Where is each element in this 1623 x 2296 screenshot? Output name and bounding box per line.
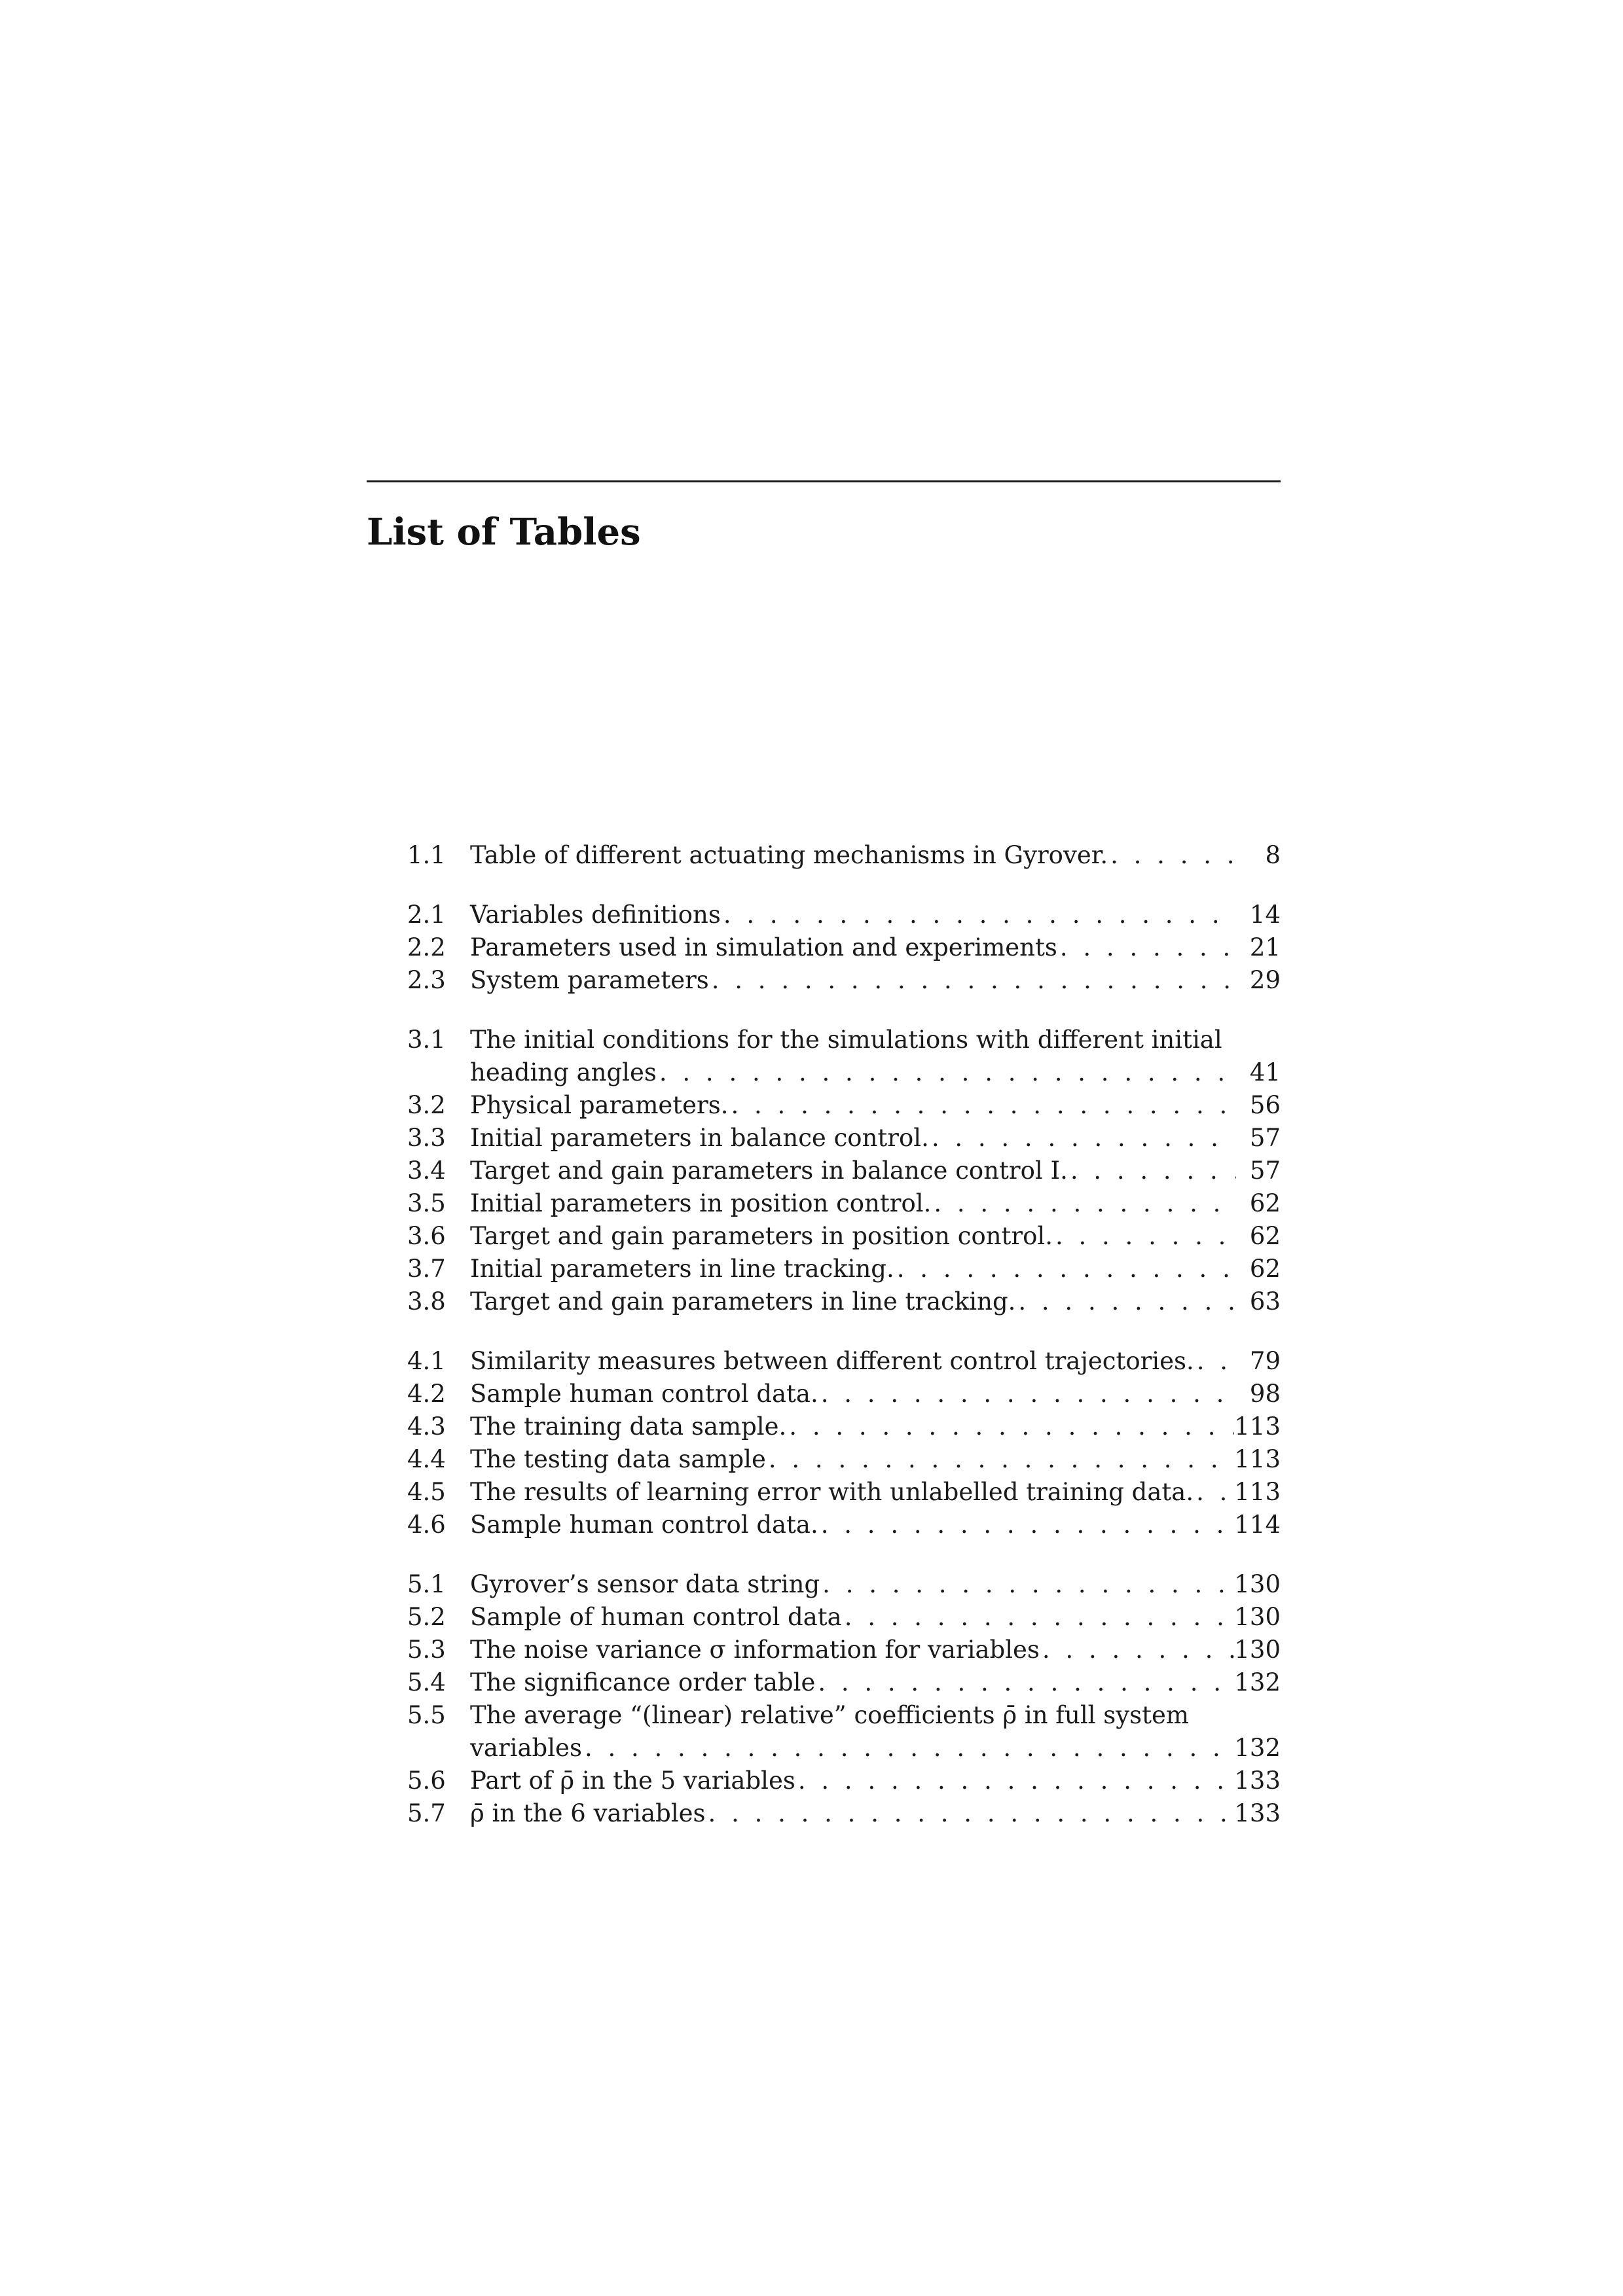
- toc-entry-page-number: 14: [1249, 901, 1281, 929]
- toc-entry-number: 2.2: [407, 933, 446, 961]
- toc-entry-title: Initial parameters in position control.: [470, 1189, 932, 1217]
- toc-entry-title: Initial parameters in line tracking.: [470, 1255, 894, 1283]
- toc-entry-page-number: 62: [1249, 1255, 1281, 1283]
- toc-entry-number: 3.2: [407, 1091, 446, 1119]
- toc-entry-title: The testing data sample: [470, 1445, 766, 1473]
- toc-entry-title-line: The average “(linear) relative” coefficients ρ̄ in full system: [470, 1701, 1189, 1729]
- toc-entry-last-line: [470, 899, 1281, 931]
- toc-entry-body: [470, 1220, 1281, 1253]
- toc-entry-last-line: [470, 1155, 1281, 1187]
- toc-entry-page-number: 113: [1234, 1478, 1281, 1506]
- toc-entry-title: heading angles: [470, 1058, 657, 1086]
- toc-entry-body: [470, 1155, 1281, 1187]
- toc-entry-last-line: [470, 1568, 1281, 1601]
- header-rule: [367, 480, 1281, 482]
- toc-entry[interactable]: [407, 1285, 1281, 1318]
- toc-entry-title: variables: [470, 1734, 582, 1762]
- toc-entry-title-line: The initial conditions for the simulations with different initial: [470, 1026, 1222, 1054]
- toc-entry-title: ρ̄ in the 6 variables: [470, 1799, 706, 1827]
- toc-entry-page-number: 114: [1234, 1511, 1281, 1539]
- toc-entry-number: 5.6: [407, 1767, 446, 1795]
- toc-entry-body: [470, 1410, 1281, 1443]
- toc-entry-title: Physical parameters.: [470, 1091, 729, 1119]
- toc-entry-last-line: [470, 1732, 1281, 1765]
- toc-entry[interactable]: [407, 1345, 1281, 1378]
- toc-entry-page-number: 56: [1249, 1091, 1281, 1119]
- toc-entry[interactable]: [407, 1253, 1281, 1285]
- toc-entry-body: [470, 1345, 1281, 1378]
- toc-group: [407, 1568, 1281, 1830]
- toc-entry-number: 2.3: [407, 966, 446, 994]
- toc-entry-title: Variables definitions: [470, 901, 721, 929]
- toc-entry-body: [470, 1378, 1281, 1410]
- toc-entry-title: Part of ρ̄ in the 5 variables: [470, 1767, 795, 1795]
- toc-entry-number: 3.8: [407, 1287, 446, 1316]
- dot-leader: [729, 1089, 1237, 1122]
- toc-entry[interactable]: [407, 1509, 1281, 1541]
- toc-entry-page-number: 130: [1234, 1603, 1281, 1631]
- toc-group: [407, 1345, 1281, 1541]
- toc-entry-last-line: [470, 1509, 1281, 1541]
- toc-entry-body: [470, 1601, 1281, 1634]
- toc-group: [407, 1024, 1281, 1318]
- toc-entry-last-line: [470, 1666, 1281, 1699]
- toc-entry-title: Table of different actuating mechanisms in Gyrover.: [470, 841, 1108, 869]
- toc-entry-page-number: 130: [1234, 1570, 1281, 1598]
- dot-leader: [721, 899, 1236, 931]
- toc-entry-number: 4.1: [407, 1347, 446, 1375]
- toc-entry-last-line: [470, 1345, 1281, 1378]
- toc-entry-title: Sample human control data.: [470, 1380, 818, 1408]
- toc-entry-number: 5.4: [407, 1668, 446, 1696]
- toc-entry-title: The noise variance σ information for variables: [470, 1636, 1040, 1664]
- toc-entry-number: 4.4: [407, 1445, 446, 1473]
- toc-entry-number: 3.4: [407, 1157, 446, 1185]
- toc-entry[interactable]: [407, 1220, 1281, 1253]
- dot-leader: [1194, 1345, 1236, 1378]
- dot-leader: [818, 1378, 1236, 1410]
- toc-entry-last-line: [470, 1765, 1281, 1797]
- toc-entry-title: Sample of human control data: [470, 1603, 842, 1631]
- toc-entry-page-number: 57: [1249, 1124, 1281, 1152]
- toc-entry-title: Target and gain parameters in position control.: [470, 1222, 1053, 1250]
- toc-entry-last-line: [470, 1056, 1281, 1089]
- toc-entry-body: [470, 1568, 1281, 1601]
- toc-entry-title: System parameters: [470, 966, 709, 994]
- toc-entry-body: [470, 1509, 1281, 1541]
- toc-entry-last-line: [470, 1410, 1281, 1443]
- toc-entry-number: 3.5: [407, 1189, 446, 1217]
- toc-entry[interactable]: [407, 1187, 1281, 1220]
- toc-entry-body: [470, 1253, 1281, 1285]
- dot-leader: [709, 964, 1236, 997]
- dot-leader: [1053, 1220, 1236, 1253]
- toc-entry-body: [470, 839, 1281, 872]
- toc-entry-page-number: 133: [1234, 1799, 1281, 1827]
- toc-entry-page-number: 113: [1234, 1412, 1281, 1441]
- toc-entry-title: Target and gain parameters in balance control I.: [470, 1157, 1068, 1185]
- toc-entry-last-line: [470, 1220, 1281, 1253]
- toc-entry-number: 1.1: [407, 841, 446, 869]
- toc-entry-body: [470, 1089, 1281, 1122]
- toc-entry-page-number: 133: [1234, 1767, 1281, 1795]
- toc-entry[interactable]: [407, 1797, 1281, 1830]
- toc-entry[interactable]: [407, 1155, 1281, 1187]
- toc-entry-last-line: [470, 1476, 1281, 1509]
- toc-entry[interactable]: [407, 1666, 1281, 1699]
- toc-entry[interactable]: [407, 1378, 1281, 1410]
- toc-entry-title: Sample human control data.: [470, 1511, 818, 1539]
- toc-entry[interactable]: [407, 1568, 1281, 1601]
- toc-entry[interactable]: [407, 1122, 1281, 1155]
- toc-group: [407, 839, 1281, 872]
- toc-entry-title: Parameters used in simulation and experiments: [470, 933, 1057, 961]
- toc-entry-last-line: [470, 1285, 1281, 1318]
- toc-entry-number: 3.3: [407, 1124, 446, 1152]
- dot-leader: [1068, 1155, 1236, 1187]
- toc-entry-page-number: 21: [1249, 933, 1281, 961]
- toc-entry-last-line: [470, 1443, 1281, 1476]
- toc-entry-number: 3.7: [407, 1255, 446, 1283]
- page-title: List of Tables: [367, 511, 641, 554]
- toc-entry-page-number: 132: [1234, 1668, 1281, 1696]
- toc-entry-number: 3.6: [407, 1222, 446, 1250]
- toc-entry-body: [470, 931, 1281, 964]
- toc-entry[interactable]: [407, 899, 1281, 931]
- toc-entry-last-line: [470, 964, 1281, 997]
- toc-entry[interactable]: [407, 1476, 1281, 1509]
- toc-entry-page-number: 79: [1249, 1347, 1281, 1375]
- toc-entry-page-number: 130: [1234, 1636, 1281, 1664]
- toc-entry-page-number: 113: [1234, 1445, 1281, 1473]
- toc-entry[interactable]: [407, 1634, 1281, 1666]
- toc-entry-last-line: [470, 1797, 1281, 1830]
- toc-entry[interactable]: [407, 964, 1281, 997]
- toc-entry-last-line: [470, 1253, 1281, 1285]
- toc-entry[interactable]: [407, 1089, 1281, 1122]
- toc-entry-page-number: 132: [1234, 1734, 1281, 1762]
- dot-leader: [929, 1122, 1236, 1155]
- toc-entry-number: 5.5: [407, 1701, 446, 1729]
- toc-entry[interactable]: [407, 1024, 1281, 1089]
- toc-entry-last-line: [470, 1634, 1281, 1666]
- dot-leader: [657, 1056, 1236, 1089]
- toc-entry-title: The significance order table: [470, 1668, 816, 1696]
- toc-entry-title: Similarity measures between different control trajectories.: [470, 1347, 1194, 1375]
- toc-entry-number: 4.2: [407, 1380, 446, 1408]
- toc-entry-title: Gyrover’s sensor data string: [470, 1570, 820, 1598]
- toc-entry[interactable]: [407, 1699, 1281, 1765]
- dot-leader: [815, 1666, 1234, 1699]
- toc-entry-last-line: [470, 931, 1281, 964]
- dot-leader: [1015, 1285, 1236, 1318]
- toc-entry-body: [470, 1666, 1281, 1699]
- dot-leader: [795, 1765, 1234, 1797]
- dot-leader: [931, 1187, 1236, 1220]
- toc-entry-number: 4.5: [407, 1478, 446, 1506]
- toc-entry-title: The results of learning error with unlabelled training data.: [470, 1478, 1194, 1506]
- toc-entry[interactable]: [407, 839, 1281, 872]
- toc-entry-last-line: [470, 1601, 1281, 1634]
- dot-leader: [706, 1797, 1235, 1830]
- toc-entry[interactable]: [407, 1765, 1281, 1797]
- toc-entry-body: [470, 1699, 1281, 1765]
- toc-entry-number: 3.1: [407, 1026, 446, 1054]
- toc-entry-page-number: 63: [1249, 1287, 1281, 1316]
- toc-entry-last-line: [470, 1089, 1281, 1122]
- dot-leader: [818, 1509, 1235, 1541]
- toc-entry[interactable]: [407, 1443, 1281, 1476]
- toc-entry-page-number: 98: [1249, 1380, 1281, 1408]
- toc-entry-body: [470, 1122, 1281, 1155]
- toc-entry-body: [470, 1765, 1281, 1797]
- toc-entry-body: [470, 1634, 1281, 1666]
- toc-entry-page-number: 41: [1249, 1058, 1281, 1086]
- toc-entry-number: 5.3: [407, 1636, 446, 1664]
- toc-entry-body: [470, 1443, 1281, 1476]
- toc-entry-number: 4.6: [407, 1511, 446, 1539]
- toc-group: [407, 899, 1281, 997]
- dot-leader: [820, 1568, 1234, 1601]
- toc-entry-last-line: [470, 1122, 1281, 1155]
- dot-leader: [1057, 931, 1236, 964]
- dot-leader: [1194, 1476, 1234, 1509]
- toc-entry-body: [470, 964, 1281, 997]
- toc-entry-body: [470, 1187, 1281, 1220]
- toc-entry-number: 5.7: [407, 1799, 446, 1827]
- dot-leader: [1040, 1634, 1234, 1666]
- toc-entry-page-number: 57: [1249, 1157, 1281, 1185]
- toc-entry-body: [470, 1476, 1281, 1509]
- list-of-tables: [407, 839, 1281, 1857]
- toc-entry-body: [470, 1285, 1281, 1318]
- toc-entry-page-number: 29: [1249, 966, 1281, 994]
- dot-leader: [1108, 839, 1236, 872]
- toc-entry-page-number: 8: [1265, 841, 1281, 869]
- toc-entry[interactable]: [407, 1601, 1281, 1634]
- dot-leader: [786, 1410, 1234, 1443]
- toc-entry-title: Initial parameters in balance control.: [470, 1124, 929, 1152]
- toc-entry-body: [470, 899, 1281, 931]
- toc-entry-last-line: [470, 839, 1281, 872]
- toc-entry-last-line: [470, 1187, 1281, 1220]
- toc-entry-title: Target and gain parameters in line tracking.: [470, 1287, 1016, 1316]
- dot-leader: [894, 1253, 1236, 1285]
- toc-entry-number: 5.1: [407, 1570, 446, 1598]
- toc-entry-body: [470, 1024, 1281, 1089]
- toc-entry[interactable]: [407, 931, 1281, 964]
- toc-entry-body: [470, 1797, 1281, 1830]
- toc-entry-number: 4.3: [407, 1412, 446, 1441]
- dot-leader: [842, 1601, 1235, 1634]
- toc-entry-number: 5.2: [407, 1603, 446, 1631]
- toc-entry-page-number: 62: [1249, 1189, 1281, 1217]
- toc-entry-page-number: 62: [1249, 1222, 1281, 1250]
- dot-leader: [582, 1732, 1234, 1765]
- toc-entry-number: 2.1: [407, 901, 446, 929]
- toc-entry[interactable]: [407, 1410, 1281, 1443]
- dot-leader: [766, 1443, 1234, 1476]
- toc-entry-title: The training data sample.: [470, 1412, 787, 1441]
- toc-entry-last-line: [470, 1378, 1281, 1410]
